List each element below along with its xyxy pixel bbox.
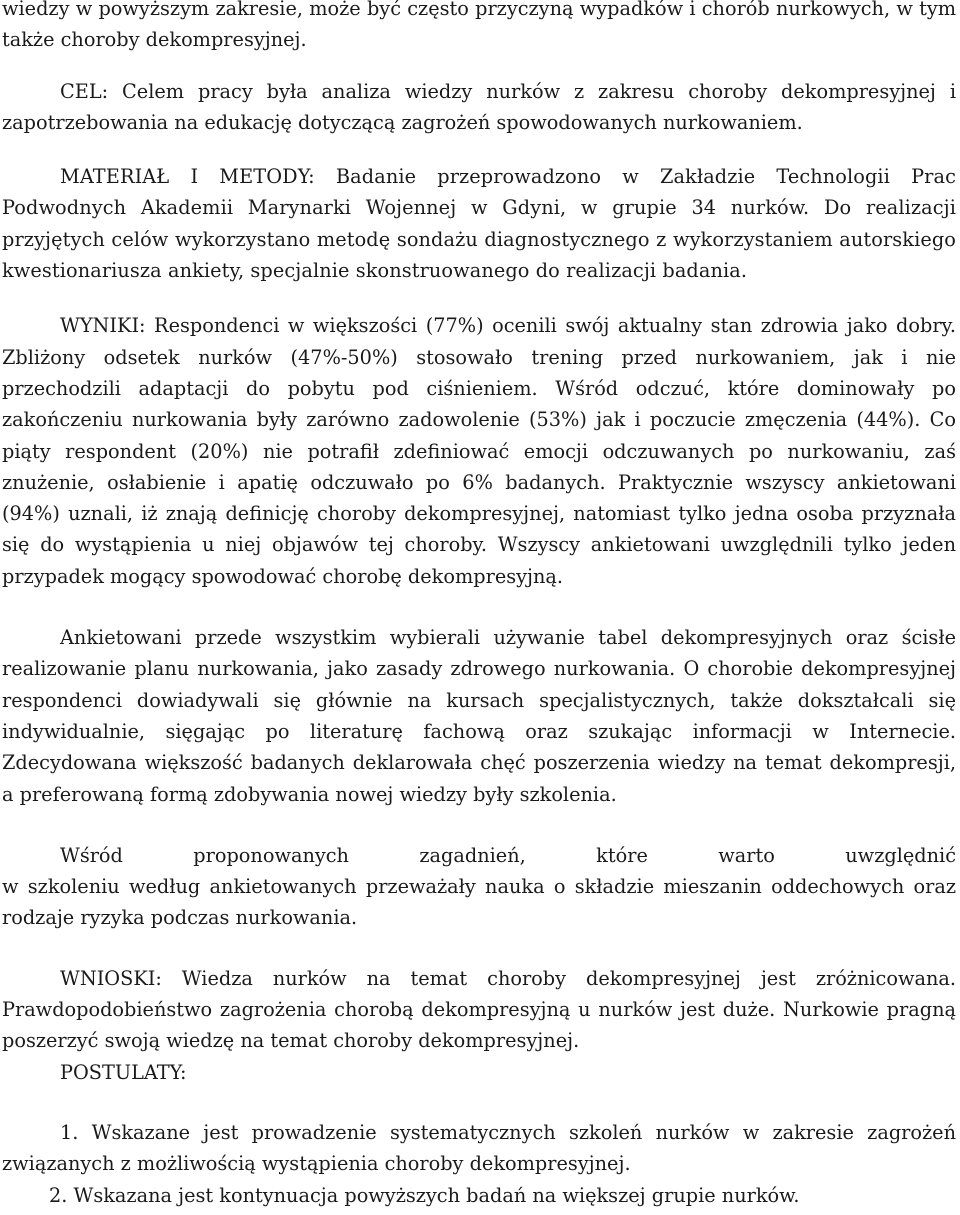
wsrod-rest: w szkoleniu według ankietowanych przeważały nauka o składzie mieszanin oddechowych oraz rodzaje ryzyka podczas nurkowania.	[2, 875, 956, 930]
cel-paragraph: CEL: Celem pracy była analiza wiedzy nurków z zakresu choroby dekompresyjnej i zapotrzebowania na edukację dotyczącą zagrożeń spowodowanych nurkowaniem.	[2, 79, 956, 134]
wsrod-paragraph	[2, 840, 956, 934]
wyniki-paragraph: WYNIKI: Respondenci w większości (77%) ocenili swój aktualny stan zdrowia jako dobry. Zbliżony odsetek nurków (47%-50%) stosowało trening przed nurkowaniem, jak i nie przechodzili adaptacji do pobytu pod ciśnieniem. Wśród odczuć, które dominowały po zakończeniu nurkowania były zarówno zadowolenie (53%) jak i poczucie zmęczenia (44%). Co piąty respondent (20%) nie potrafił zdefiniować emocji odczuwanych po nurkowaniu, zaś znużenie, osłabienie i apatię odczuwało po 6% badanych. Praktycznie wszyscy ankietowani (94%) uznali, iż znają definicję choroby dekompresyjnej, natomiast tylko jedna osoba przyznała się do wystąpienia u niej objawów tej choroby. Wszyscy ankietowani uwzględnili tylko jeden przypadek mogący spowodować chorobę dekompresyjną.	[2, 314, 956, 588]
material-paragraph: MATERIAŁ I METODY: Badanie przeprowadzono w Zakładzie Technologii Prac Podwodnych Akademii Marynarki Wojennej w Gdyni, w grupie 34 nurków. Do realizacji przyjętych celów wykorzystano metodę sondażu diagnostycznego z wykorzystaniem autorskiego kwestionariusza ankiety, specjalnie skonstruowanego do realizacji badania.	[2, 165, 956, 283]
ankietowani-paragraph: Ankietowani przede wszystkim wybierali używanie tabel dekompresyjnych oraz ścisłe realizowanie planu nurkowania, jako zasady zdrowego nurkowania. O chorobie dekompresyjnej respondenci dowiadywali się głównie na kursach specjalistycznych, także dokształcali się indywidualnie, sięgając po literaturę fachową oraz szukając informacji w Internecie. Zdecydowana większość badanych deklarowała chęć poszerzenia wiedzy na temat dekompresji, a preferowaną formą zdobywania nowej wiedzy były szkolenia.	[2, 626, 956, 806]
wsrod-first-line: Wśród proponowanych zagadnień, które warto uwzględnić	[60, 843, 956, 867]
wnioski-paragraph: WNIOSKI: Wiedza nurków na temat choroby dekompresyjnej jest zróżnicowana. Prawdopodobieństwo zagrożenia chorobą dekompresyjną u nurków jest duże. Nurkowie pragną poszerzyć swoją wiedzę na temat choroby dekompresyjnej.	[2, 966, 956, 1053]
postulat-item-1: 1. Wskazane jest prowadzenie systematycznych szkoleń nurków w zakresie zagrożeń związanych z możliwością wystąpienia choroby dekompresyjnej.	[2, 1120, 956, 1176]
intro-paragraph: wiedzy w powyższym zakresie, może być często przyczyną wypadków i chorób nurkowych, w tym także choroby dekompresyjnej.	[2, 0, 956, 52]
postulaty-heading: POSTULATY:	[60, 1060, 187, 1084]
postulat-item-2: 2. Wskazana jest kontynuacja powyższych badań na większej grupie nurków.	[49, 1183, 800, 1207]
